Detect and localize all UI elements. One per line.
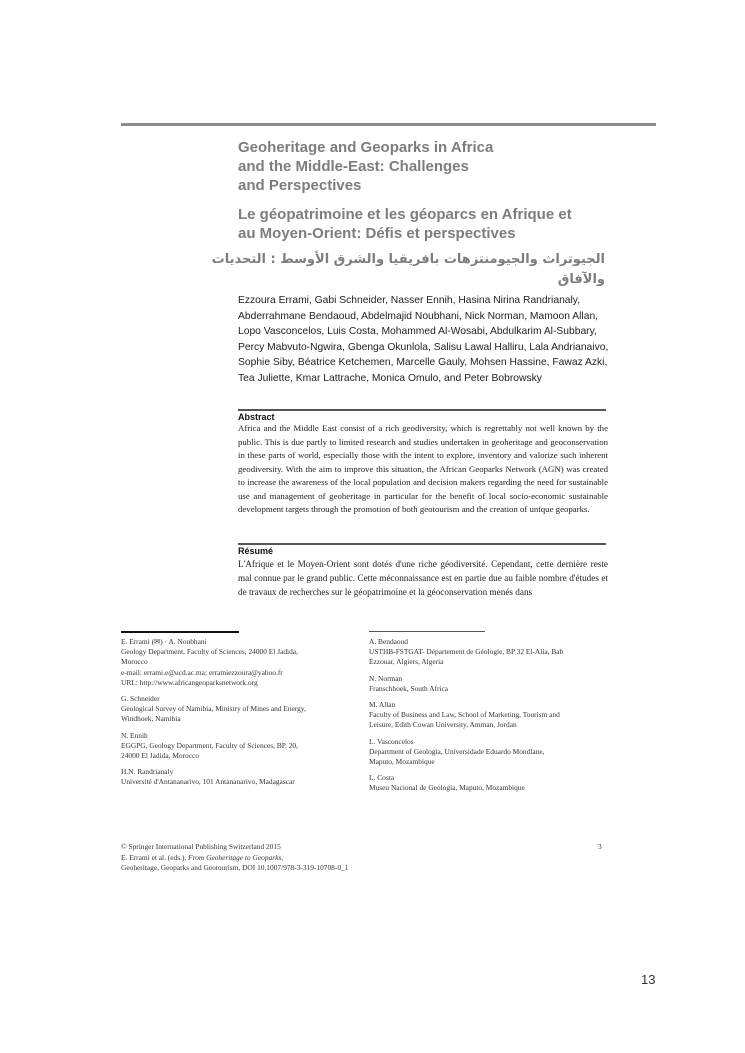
affiliation-line: Department of Geologia, Universidade Eduardo Mondlane, (369, 746, 545, 756)
affiliation-line: Faculty of Business and Law, School of Marketing, Tourism and (369, 710, 560, 720)
abstract-rule (238, 409, 606, 411)
affiliation-line: A. Bendaoud (369, 637, 408, 646)
abstract-text: Africa and the Middle East consist of a rich geodiversity, which is regrettably not well known by the public. This is due partly to limited research and studies undertaken in geoheritage and geoconservation in these parts of world, especially those with the intent to explore, inventory and valorize such inherent geodiversity. With the aim to improve this situation, the African Geoparks Network (AGN) was created to increase the awareness of the local population and decision makers regarding the need for sustainable use and management of geoheritage in particular for the benefit of local socio-economic sustainable development targets through the promotion of both geotourism and the creation of unique geoparks. (238, 423, 608, 514)
affiliation-line: Museu Nacional de Geologia, Maputo, Mozambique (369, 783, 525, 793)
affiliation-line: Maputo, Mozambique (369, 757, 435, 767)
affiliations-rule-right (369, 631, 485, 632)
affiliation-line: G. Schneider (121, 694, 160, 704)
author-list: Ezzoura Errami, Gabi Schneider, Nasser Ennih, Hasina Nirina Randrianaly, Abderrahmane Bendaoud, Abdelmajid Noubhani, Nick Norman, Mamoon Allan, Lopo Vasconcelos, Luis Costa, Mohammed Al-Wosabi, Abdulkarim Al-Subbary, Percy Mabvuto-Ngwira, Gbenga Okunlola, Salisu Lawal Halliru, Lala Andrianaivo, Sophie Siby, Béatrice Ketchemen, Marcelle Gauly, Mohsen Hassine, Fawaz Azki, Tea Juliette, Kmar Lattrache, Monica Omulo, and Peter Bobrowsky (238, 295, 609, 384)
affiliation-line: Franschhoek, South Africa (369, 683, 449, 693)
affiliation-line: M. Allan (369, 700, 396, 710)
copyright-line: © Springer International Publishing Switzerland 2015 (121, 842, 281, 851)
editors: E. Errami et al. (eds.), (121, 852, 187, 862)
affiliation-line: Leisure, Edith Cowan University, Amman, Jordan (369, 720, 517, 730)
abstract-heading: Abstract (238, 412, 275, 422)
chapter-title-french (238, 205, 658, 243)
affiliation-line: E. Errami (✉) · A. Noubhani (121, 637, 207, 646)
affiliation-entry (369, 700, 609, 731)
affiliation-email: e-mail: errami.e@ucd.ac.ma; erramiezzoura@yahoo.fr (121, 667, 283, 677)
affiliation-line: EGGPG, Geology Department, Faculty of Sciences, BP. 20, (121, 740, 298, 750)
affiliation-line: N. Ennih (121, 730, 148, 740)
affiliation-line: H.N. Randrianaly (121, 767, 174, 777)
resume-rule (238, 543, 606, 545)
page-number: 13 (641, 972, 656, 987)
affiliation-entry (121, 637, 351, 688)
affiliation-url: URL: http://www.africangeoparksnetwork.org (121, 677, 258, 687)
affiliation-line: N. Norman (369, 673, 403, 683)
affiliations-rule-left (121, 631, 239, 633)
title-line: au Moyen-Orient: Défis et perspectives (238, 225, 516, 242)
resume-text: L'Afrique et le Moyen-Orient sont dotés d'une riche géodiversité. Cependant, cette dernière reste mal connue par le grand public. Cette méconnaissance est en partie due au faible nombre d'études et de travaux de recherches sur le géopatrimoine et la géoconservation menés dans (238, 559, 608, 597)
affiliation-entry (369, 737, 609, 768)
citation-line (121, 853, 611, 864)
chapter-title-english (238, 138, 638, 195)
affiliation-line: USTHB-FSTGAT- Département de Géologie, BP 32 El-Alia, Bab (369, 647, 564, 657)
affiliation-line: Ezzouar, Algiers, Algeria (369, 657, 444, 667)
affiliation-entry (121, 694, 351, 725)
affiliation-line: Windhoek, Namibia (121, 714, 181, 724)
publication-footer (121, 842, 611, 874)
series-doi: Geoheritage, Geoparks and Geotourism, DOI 10.1007/978-3-319-10708-0_1 (121, 863, 349, 872)
affiliation-line: 24000 El Jadida, Morocco (121, 751, 199, 761)
affiliation-line: Morocco (121, 657, 148, 667)
chapter-title-arabic: الجيوتراث والجيومنتزهات بافريقيا والشرق الأوسط : التحديات والآفاق (211, 252, 605, 287)
affiliation-entry (121, 767, 351, 787)
affiliation-line: Université d'Antananarivo, 101 Antananarivo, Madagascar (121, 777, 295, 787)
title-line: Geoheritage and Geoparks in Africa (238, 139, 494, 156)
affiliations-right-column (369, 637, 609, 800)
affiliation-line: L. Vasconcelos (369, 736, 414, 746)
affiliation-entry (121, 731, 351, 762)
affiliation-line: Geological Survey of Namibia, Ministry of Mines and Energy, (121, 704, 306, 714)
title-line: Le géopatrimoine et les géoparcs en Afrique et (238, 206, 572, 223)
top-rule (121, 123, 656, 126)
chapter-page-number: 3 (598, 842, 602, 851)
affiliation-line: Geology Department, Faculty of Sciences, 24000 El Jadida, (121, 647, 298, 657)
resume-heading: Résumé (238, 546, 274, 556)
affiliation-entry (369, 773, 609, 793)
affiliation-entry (369, 674, 609, 694)
title-line: and Perspectives (238, 177, 362, 194)
affiliation-entry (369, 637, 609, 668)
title-line: and the Middle-East: Challenges (238, 158, 469, 175)
book-title: From Geoheritage to Geoparks, (188, 852, 284, 862)
affiliation-line: L. Costa (369, 773, 395, 783)
affiliations-left-column (121, 637, 351, 794)
